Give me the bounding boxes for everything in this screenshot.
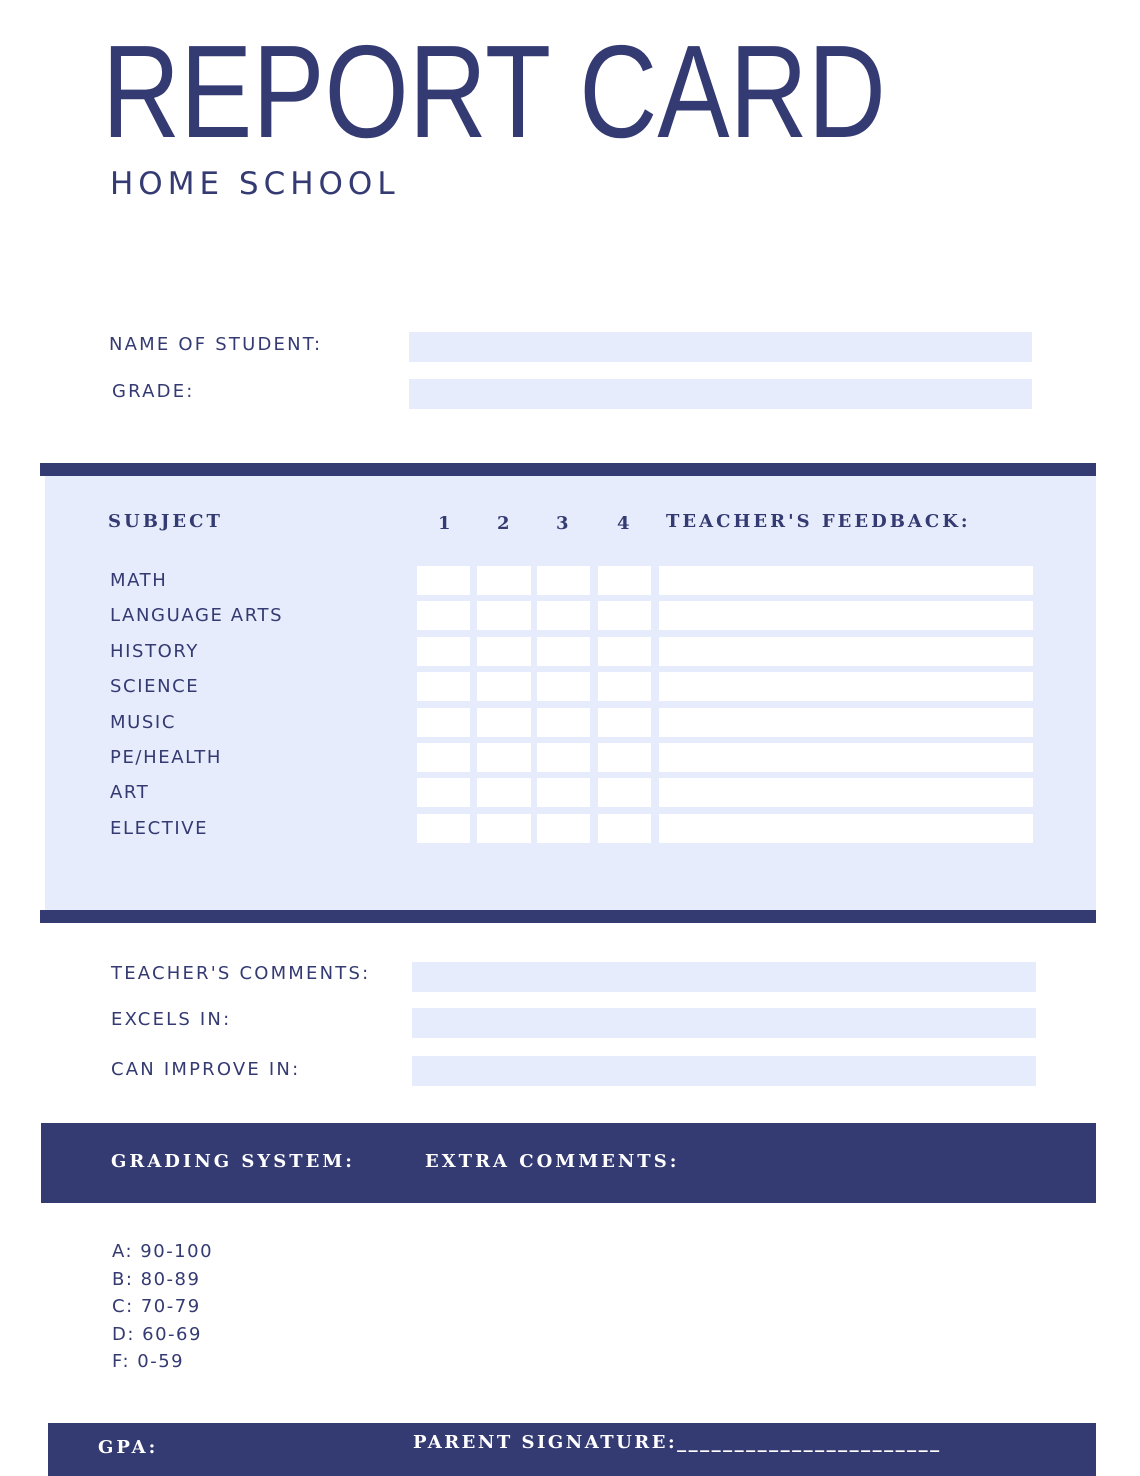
student-name-field[interactable] bbox=[409, 332, 1032, 362]
teacher-comments-label: TEACHER'S COMMENTS: bbox=[111, 963, 371, 984]
grading-system-label: GRADING SYSTEM: bbox=[111, 1151, 355, 1172]
grade-cell-q3[interactable] bbox=[537, 743, 590, 772]
student-name-label: NAME OF STUDENT: bbox=[109, 334, 323, 355]
feedback-cell[interactable] bbox=[659, 708, 1033, 737]
feedback-cell[interactable] bbox=[659, 778, 1033, 807]
grade-cell-q1[interactable] bbox=[417, 566, 470, 595]
subject-header: SUBJECT bbox=[108, 511, 223, 532]
quarter-4-header: 4 bbox=[617, 513, 633, 534]
grade-cell-q3[interactable] bbox=[537, 814, 590, 843]
grade-cell-q1[interactable] bbox=[417, 708, 470, 737]
grade-cell-q3[interactable] bbox=[537, 672, 590, 701]
grade-cell-q2[interactable] bbox=[477, 672, 531, 701]
grade-scale-b: B: 80-89 bbox=[112, 1268, 201, 1290]
subject-label: PE/HEALTH bbox=[110, 747, 222, 768]
feedback-cell[interactable] bbox=[659, 672, 1033, 701]
subject-label: LANGUAGE ARTS bbox=[110, 605, 284, 627]
subject-label: ART bbox=[110, 782, 150, 804]
section-divider-bottom bbox=[40, 910, 1096, 923]
grade-scale-f: F: 0-59 bbox=[112, 1351, 185, 1373]
grade-cell-q4[interactable] bbox=[598, 637, 651, 666]
grade-cell-q4[interactable] bbox=[598, 566, 651, 595]
grade-cell-q2[interactable] bbox=[477, 814, 531, 843]
feedback-cell[interactable] bbox=[659, 814, 1033, 843]
grade-cell-q2[interactable] bbox=[477, 601, 531, 630]
grade-scale-a: A: 90-100 bbox=[112, 1241, 214, 1262]
extra-comments-label: EXTRA COMMENTS: bbox=[425, 1151, 680, 1172]
subject-label: HISTORY bbox=[110, 640, 199, 662]
grade-scale-d: D: 60-69 bbox=[112, 1323, 202, 1345]
grade-cell-q2[interactable] bbox=[477, 708, 531, 737]
grade-cell-q2[interactable] bbox=[477, 778, 531, 807]
section-divider-top bbox=[40, 463, 1096, 476]
subject-label: ELECTIVE bbox=[110, 817, 209, 839]
subject-label: SCIENCE bbox=[110, 676, 200, 698]
grade-cell-q3[interactable] bbox=[537, 566, 590, 595]
grade-cell-q1[interactable] bbox=[417, 672, 470, 701]
grade-cell-q2[interactable] bbox=[477, 743, 531, 772]
grade-cell-q3[interactable] bbox=[537, 601, 590, 630]
feedback-cell[interactable] bbox=[659, 566, 1033, 595]
grade-label: GRADE: bbox=[112, 381, 195, 402]
grade-cell-q4[interactable] bbox=[598, 601, 651, 630]
feedback-cell[interactable] bbox=[659, 601, 1033, 630]
gpa-label: GPA: bbox=[98, 1437, 159, 1458]
grade-cell-q2[interactable] bbox=[477, 637, 531, 666]
grade-cell-q3[interactable] bbox=[537, 637, 590, 666]
grade-cell-q1[interactable] bbox=[417, 601, 470, 630]
grade-cell-q1[interactable] bbox=[417, 814, 470, 843]
can-improve-field[interactable] bbox=[412, 1056, 1036, 1086]
grade-cell-q4[interactable] bbox=[598, 743, 651, 772]
grade-scale-c: C: 70-79 bbox=[112, 1296, 201, 1318]
grade-cell-q1[interactable] bbox=[417, 743, 470, 772]
quarter-2-header: 2 bbox=[497, 513, 513, 534]
grade-cell-q4[interactable] bbox=[598, 708, 651, 737]
grade-field[interactable] bbox=[409, 379, 1032, 409]
feedback-cell[interactable] bbox=[659, 743, 1033, 772]
feedback-cell[interactable] bbox=[659, 637, 1033, 666]
can-improve-label: CAN IMPROVE IN: bbox=[111, 1059, 301, 1080]
grade-cell-q1[interactable] bbox=[417, 637, 470, 666]
grading-scale bbox=[112, 1238, 213, 1376]
page-title: REPORT CARD bbox=[102, 18, 886, 165]
quarter-3-header: 3 bbox=[556, 513, 572, 534]
subject-label: MATH bbox=[110, 570, 168, 591]
excels-in-label: EXCELS IN: bbox=[111, 1009, 232, 1030]
grade-cell-q4[interactable] bbox=[598, 814, 651, 843]
page-subtitle: HOME SCHOOL bbox=[110, 166, 400, 202]
grade-cell-q2[interactable] bbox=[477, 566, 531, 595]
excels-in-field[interactable] bbox=[412, 1008, 1036, 1038]
parent-signature-label: PARENT SIGNATURE:_______________________ bbox=[413, 1432, 942, 1453]
grade-cell-q3[interactable] bbox=[537, 778, 590, 807]
grade-cell-q4[interactable] bbox=[598, 778, 651, 807]
feedback-header: TEACHER'S FEEDBACK: bbox=[666, 511, 971, 532]
grade-cell-q1[interactable] bbox=[417, 778, 470, 807]
subject-label: MUSIC bbox=[110, 711, 177, 733]
teacher-comments-field[interactable] bbox=[412, 962, 1036, 992]
grade-cell-q3[interactable] bbox=[537, 708, 590, 737]
grade-cell-q4[interactable] bbox=[598, 672, 651, 701]
quarter-1-header: 1 bbox=[438, 513, 454, 534]
